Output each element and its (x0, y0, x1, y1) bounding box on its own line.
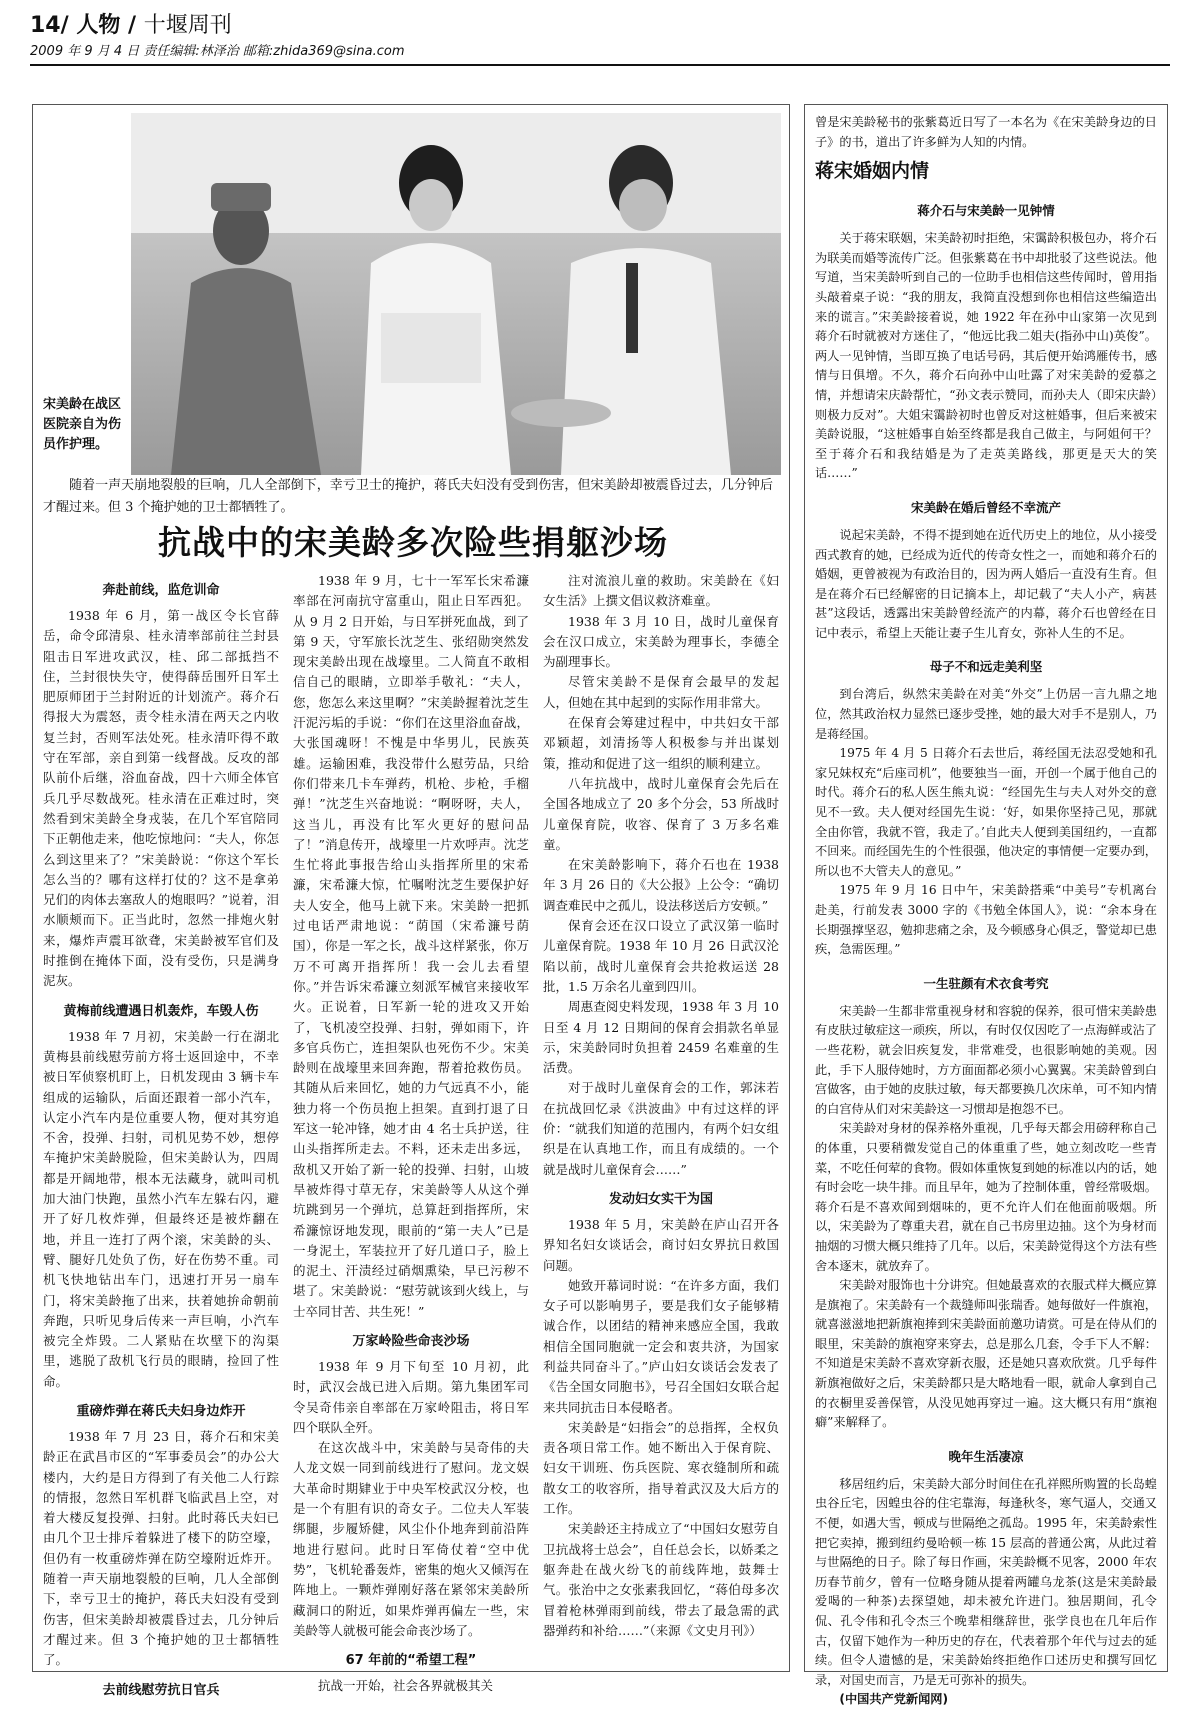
article-paragraph: 抗战一开始，社会各界就极其关 (318, 1678, 494, 1694)
section-subheading: 一生驻颜有术衣食考究 (923, 975, 1049, 991)
section-subheading: 蒋介石与宋美龄一见钟情 (917, 203, 1055, 219)
main-article-frame (32, 104, 790, 1698)
section-subheading: 黄梅前线遭遇日机轰炸，车毁人伤 (63, 1003, 259, 1019)
section-subheading: 67 年前的“希望工程” (345, 1653, 477, 1669)
article-paragraph: 对于战时儿童保育会的工作，郭沫若在抗战回忆录《洪波曲》中有过这样的评价：“就我们知道的范围内，有两个妇女组织是在认真地工作，而且有成绩的。一个就是战时儿童保育会……” (543, 1080, 779, 1177)
article-columns (43, 571, 779, 1698)
sidebar-heading: 蒋宋婚姻内情 (815, 160, 930, 183)
article-paragraph: 1938 年 7 月 23 日，蒋介石和宋美龄正在武昌市区的“军事委员会”的办公大楼内，大约是日方得到了有关他二人行踪的情报，忽然日军机群飞临武昌上空，对着大楼反复投弹、扫射。此时蒋氏夫妇已由几个卫士排斥着躲进了楼下的防空壕，但仍有一枚重磅炸弹在防空壕附近炸开。随着一声天崩地裂般的巨响，几人全部倒下，幸亏卫士的掩护，蒋氏夫妇没有受到伤害，但宋美龄却被震昏过去，几分钟后才醒过来。但 3 个掩护她的卫士都牺牲了。 (43, 1428, 279, 1668)
article-paragraph: 八年抗战中，战时儿童保育会先后在全国各地成立了 20 多个分会，53 所战时儿童保育院，收容、保育了 3 万多名难童。 (543, 775, 779, 852)
sidebar-intro: 曾是宋美龄秘书的张紫葛近日写了一本名为《在宋美龄身边的日子》的书，道出了许多鲜为人知的内情。 (815, 115, 1157, 149)
article-paragraph: 注对流浪儿童的救助。宋美龄在《妇女生活》上撰文倡议救济难童。 (543, 573, 779, 609)
article-paragraph: 尽管宋美龄不是保育会最早的发起人，但她在其中起到的实际作用非常大。 (543, 674, 779, 710)
article-paragraph: 1975 年 9 月 16 日中午，宋美龄搭乘“中美号”专机离台赴美，行前发表 3000 字的《书勉全体国人》，说：“余本身在长期强撑坚忍，勉抑悲痛之余，及今顿感身心俱乏，警觉却已患疾，急需医理。” (815, 883, 1157, 957)
article-headline: 抗战中的宋美龄多次险些捐躯沙场 (158, 523, 668, 562)
publication-name: 十堰周刊 (143, 13, 232, 38)
sidebar-source: (中国共产党新闻网) (839, 1692, 949, 1707)
article-paragraph: 1938 年 7 月初，宋美龄一行在湖北黄梅县前线慰劳前方将士返回途中，不幸被日军侦察机盯上，日机发现由 3 辆卡车组成的运输队，后面还跟着一部小汽车，认定小汽车内是位重要人物，便对其穷追不舍，投弹、扫射，司机见势不妙，想停车掩护宋美龄脱险，但宋美龄认为，四周都是开阔地带，根本无法藏身，就叫司机加大油门快跑，虽然小汽车左躲右闪，避开了好几枚炸弹，但最终还是被炸翻在地，并且一连打了两个滚，宋美龄的头、臂、腿好几处负了伤，好在伤势不重。司机飞快地钻出车门，迅速打开另一扇车门，将宋美龄拖了出来，扶着她拚命朝前奔跑，只听见身后传来一声巨响，小汽车被完全炸毁。二人紧贴在坎壁下的沟渠里，逃脱了敌机飞行员的眼睛，捡回了性命。 (43, 1028, 279, 1389)
photo-caption: 宋美龄在战区医院亲自为伤员作护理。 (43, 397, 122, 452)
article-paragraph: 宋美龄对服饰也十分讲究。但她最喜欢的衣服式样大概应算是旗袍了。宋美龄有一个裁缝师叫张瑞香。她每做好一件旗袍，就喜滋滋地把新旗袍捧到宋美龄面前邀功请赏。可是在侍从们的眼里，宋美龄的旗袍穿来穿去，总是那么几套，令手下人不解：不知道是宋美龄不喜欢穿新衣服，还是她只喜欢欣赏。几乎每件新旗袍做好之后，宋美龄都只是大略地看一眼，就命人拿到自己的衣橱里妥善保管，从没见她再穿过一遍。这大概只有用“旗袍癖”来解释了。 (815, 1278, 1157, 1430)
article-column-2 (293, 571, 529, 1694)
article-column-3 (543, 571, 779, 1667)
section-subheading: 万家岭险些命丧沙场 (352, 1333, 470, 1349)
article-paragraph: 1938 年 3 月 10 日，战时儿童保育会在汉口成立，宋美龄为理事长，李德全为副理事长。 (543, 613, 779, 670)
sidebar-article (804, 104, 1168, 1707)
article-paragraph: 关于蒋宋联姻，宋美龄初时拒绝，宋霭龄积极包办，将介石为联美而婚等流传广泛。但张紫葛在书中却批驳了这些说法。他写道，当宋美龄听到自己的一位助手也相信这些传闻时，曾用指头敲着桌子说：“我的朋友，我简直没想到你也相信这些编造出来的谎言。”宋美龄接着说，她 1922 年在孙中山家第一次见到蒋介石时就被对方迷住了，“他远比我二姐夫(指孙中山)英俊”。两人一见钟情，当即互换了电话号码，其后便开始鸿雁传书，感情与日俱增。不久，蒋介石向孙中山吐露了对宋美龄的爱慕之情，并想请宋庆龄帮忙，“孙文表示赞同，而孙夫人（即宋庆龄）则极力反对”。大姐宋霭龄初时也曾反对这桩婚事，但后来被宋美龄说服，“这桩婚事自始至终都是我自己做主，与阿姐何干？至于蒋介石和我结婚是为了走英美路线，那更是天大的笑话……” (815, 231, 1157, 481)
issue-line: 2009 年 9 月 4 日 责任编辑:林泽治 邮箱:zhida369@sina.com (30, 44, 405, 59)
article-paragraph: 1938 年 9 月，七十一军军长宋希濂率部在河南抗守富重山，阻止日军西犯。从 9 月 2 日开始，与日军拼死血战，到了第 9 天，守军旅长沈芝生、张绍勋突然发现宋美龄出现在战壕里。二人简直不敢相信自己的眼睛，立即举手敬礼：“夫人，您，您怎么来这里啊？”宋美龄握着沈芝生汗泥污垢的手说：“你们在这里浴血奋战，大张国魂呀！不愧是中华男儿，民族英雄。运输困难，我没带什么慰劳品，只给你们带来几卡车弹药，机枪、步枪，手榴弹！”沈芝生兴奋地说：“啊呀呀，夫人，这当儿，再没有比军火更好的慰问品了！”消息传开，战壕里一片欢呼声。沈芝生忙将此事报告给山头指挥所里的宋希濂，宋希濂大惊，忙嘱咐沈芝生要保护好夫人安全，他马上就下来。宋美龄一把抓过电话严肃地说：“荫国（宋希濂号荫国），你是一军之长，战斗这样紧张，你万万不可离开指挥所！我一会儿去看望你。”并告诉宋希濂立刻派军械官来接收军火。正说着，日军新一轮的进攻又开始了，飞机凌空投弹、扫射，弹如雨下，许多官兵伤亡，连担架队也死伤不少。宋美龄则在战壕里来回奔跑，帮着抢救伤员。其随从后来回忆，她的力气远真不小，能独力将一个伤员抱上担架。直到打退了日军这一轮冲锋，她才由 4 名士兵护送，往山头指挥所走去。不料，还未走出多远，敌机又开始了新一轮的投弹、扫射，山坡旱被炸得寸草无存，宋美龄等人从这个弹坑跳到另一个弹坑，总算赶到指挥所，宋希濂惊讶地发现，眼前的“第一夫人”已是一身泥土，军装拉开了好几道口子，脸上的泥土、汗渍经过硝烟熏染，早已污秽不堪了。宋美龄说：“慰劳就该到火线上，与士卒同甘苦、共生死！” (293, 573, 529, 1319)
article-paragraph: 在宋美龄影响下，蒋介石也在 1938 年 3 月 26 日的《大公报》上公令：“确切调查难民中之孤儿，设法移送后方安顿。” (543, 857, 779, 913)
page-number: 14 (30, 13, 61, 38)
article-lead: 随着一声天崩地裂般的巨响，几人全部倒下，幸亏卫士的掩护，蒋氏夫妇没有受到伤害，但宋美龄却被震昏过去，几分钟后才醒过来。但 3 个掩护她的卫士都牺牲了。 (43, 478, 773, 515)
sidebar-body (815, 201, 1157, 1690)
section-subheading: 宋美龄在婚后曾经不幸流产 (910, 499, 1061, 515)
masthead (30, 8, 1170, 72)
article-paragraph: 宋美龄对身材的保养格外重视，几乎每天都会用磅秤称自己的体重，只要稍微发觉自己的体重重了些，她立刻改吃一些青菜，不吃任何荤的食物。假如体重恢复到她的标准以内的话，她有时会吃一块牛排。而且早年，她为了控制体重，曾经常吸烟。蒋介石是不喜欢闻到烟味的，更不允许人们在他面前吸烟。所以，宋美龄为了尊重夫君，就在自己书房里边抽。这个为身材而抽烟的习惯大概只维持了几年。以后，宋美龄觉得这个方法有些舍本逐末，就放弃了。 (815, 1121, 1157, 1273)
article-paragraph: 她致开幕词时说：“在许多方面，我们女子可以影响男子，要是我们女子能够精诚合作，以团结的精神来感应全国，我敢相信全国同胞就一定会和衷共济，为国家利益共同奋斗了。”庐山妇女谈话会发表了《告全国女同胞书》，号召全国妇女联合起来共同抗击日本侵略者。 (543, 1277, 779, 1415)
section-subheading: 去前线慰劳抗日官兵 (102, 1682, 220, 1698)
article-paragraph: 保育会还在汉口设立了武汉第一临时儿童保育院。1938 年 10 月 26 日武汉沦陷以前，战时儿童保育会共抢救运送 28 批，1.5 万余名儿童到四川。 (543, 918, 779, 994)
section-name: 人物 (76, 13, 121, 38)
page-title: 14/ 人物 / 十堰周刊 (30, 13, 232, 38)
section-subheading: 母子不和远走美利坚 (929, 659, 1043, 675)
section-subheading: 重磅炸弹在蒋氏夫妇身边炸开 (76, 1403, 246, 1419)
article-paragraph: 宋美龄一生都非常重视身材和容貌的保养，很可惜宋美龄患有皮肤过敏症这一顽疾，所以，有时仅仅因吃了一点海鲜或沾了一些花粉，就会旧疾复发，非常难受，也很影响她的美观。因此，手下人服侍她时，方方面面都必须小心翼翼。宋美龄曾到白宫做客，由于她的皮肤过敏，每天都要换几次床单，可不知内情的白宫侍从们对宋美龄这一习惯却是抱怨不已。 (815, 1003, 1157, 1116)
article-paragraph: 1938 年 6 月，第一战区令长官薛岳，命令邱清泉、桂永清率部前往兰封县阻击日军进攻武汉，桂、邱二部抵挡不住，兰封很快失守，使得薛岳围歼日军土肥原师团于兰封附近的计划流产。蒋介石得报大为震怒，责令桂永清在两天之内收复兰封，否则军法处死。桂永清吓得不敢守在军部，亲自到第一线督战。反攻的部队前仆后继，浴血奋战，四十六师全体官兵几乎尽数战死。桂永清在正难过时，突然看到宋美龄全身戎装，在几个军官陪同下正朝他走来，他吃惊地问：“夫人，你怎么到这里来了？”宋美龄说：“你这个军长怎么当的？哪有这样打仗的？这不是拿弟兄们的肉体去塞敌人的炮眼吗？”说着，泪水顺颊而下。正当此时，忽然一排炮火射来，爆炸声震耳欲聋，宋美龄被军官们及时推倒在掩体下面，没有受伤，只是满身泥灰。 (43, 608, 279, 989)
article-paragraph: 1938 年 5 月，宋美龄在庐山召开各界知名妇女谈话会，商讨妇女界抗日救国问题。 (543, 1216, 779, 1273)
article-paragraph: 宋美龄还主持成立了“中国妇女慰劳自卫抗战将士总会”，自任总会长，以娇柔之躯奔赴在战火纷飞的前线阵地，鼓舞士气。张治中之女张素我回忆，“蒋伯母多次冒着枪林弹雨到前线，带去了最急需的武器弹药和补给……”（来源《文史月刊》） (543, 1521, 779, 1638)
section-subheading: 晚年生活凄凉 (948, 1448, 1024, 1464)
article-paragraph: 到台湾后，纵然宋美龄在对美“外交”上仍居一言九鼎之地位，然其政治权力显然已逐步受挫，她的最大对手不是别人，乃是蒋经国。 (815, 687, 1157, 741)
article-column-1 (43, 571, 279, 1698)
section-subheading: 奔赴前线，监危训命 (102, 583, 220, 598)
article-paragraph: 1938 年 9 月下旬至 10 月初，此时，武汉会战已进入后期。第九集团军司令吴奇伟亲自率部在万家岭阻击，将日军四个联队全歼。 (293, 1358, 529, 1435)
article-photo (131, 113, 781, 475)
article-paragraph: 周惠查阅史料发现，1938 年 3 月 10 日至 4 月 12 日期间的保育会捐款名单显示，宋美龄同时负担着 2459 名难童的生活费。 (543, 999, 779, 1076)
article-paragraph: 宋美龄是“妇指会”的总指挥，全权负责各项日常工作。她不断出入于保育院、妇女干训班、伤兵医院、寒衣缝制所和疏散女工的收容所，指导着武汉及大后方的工作。 (543, 1419, 779, 1517)
masthead-rule (30, 64, 1170, 66)
article-paragraph: 在保育会筹建过程中，中共妇女干部邓颖超，刘清扬等人积极参与并出谋划策，推动和促进了这一组织的顺利建立。 (543, 715, 779, 771)
photo-illustration (131, 113, 781, 475)
section-subheading: 发动妇女实干为国 (608, 1191, 713, 1207)
article-paragraph: 1975 年 4 月 5 日蒋介石去世后，蒋经国无法忍受她和孔家兄妹权充“后座司机”，他要独当一面，开创一个属于他自己的时代。蒋介石的私人医生熊丸说：“经国先生与夫人对外交的意见不一致。夫人便对经国先生说：‘好，如果你坚持己见，那就全由你管，我就不管，我走了。’自此夫人便到美国纽约，一直都不回来。而经国先生的个性很强，他决定的事情便一定要办到，所以也不大管夫人的意见。” (815, 746, 1157, 878)
article-paragraph: 说起宋美龄，不得不提到她在近代历史上的地位，从小接受西式教育的她，已经成为近代的传奇女性之一，而她和蒋介石的婚姻，更曾被视为有政治目的，因为两人婚后一直没有生育。但是在蒋介石已经解密的日记摘本上，却记载了“夫人小产，病甚甚”这段话，透露出宋美龄曾经流产的内幕，蒋介石也曾经在日记中表示，希望上天能让妻子生儿育女，弥补人生的不足。 (815, 527, 1157, 640)
article-paragraph: 移居纽约后，宋美龄大部分时间住在孔祥熙所购置的长岛蝗虫谷丘宅，因蝗虫谷的住宅靠海，每逢秋冬，寒气逼人，交通又不便，如遇大雪，顿成与世隔绝之孤岛。1995 年，宋美龄索性把它卖掉，搬到纽约曼哈顿一栋 15 层高的普通公寓，从此过着与世隔绝的日子。除了每日作画，宋美龄概不见客，2000 年农历春节前夕，曾有一位略身随从提着两罐乌龙茶(这是宋美龄最爱喝的一种茶)去探望她，却未被允许进门。独居期间，孔令侃、孔令伟和孔令杰三个晚辈相继辞世，张学良也在几年后作古，仅留下她作为一种历史的存在，代表着那个年代与过去的延续。但令人遗憾的是，宋美龄始终拒绝作口述历史和撰写回忆录，对国史而言，乃是无可弥补的损失。 (815, 1476, 1157, 1687)
article-paragraph: 在这次战斗中，宋美龄与吴奇伟的夫人龙文娱一同到前线进行了慰问。龙文娱大革命时期肄业于中央军校武汉分校，也是一个有胆有识的奇女子。二位夫人军装绑腿，步履矫健，风尘仆仆地奔到前沿阵地进行慰问。此时日军倚仗着“空中优势”，飞机轮番轰炸，密集的炮火又倾泻在阵地上。一颗炸弹刚好落在紧邻宋美龄所藏洞口的附近，如果炸弹再偏左一些，宋美龄等人就极可能会命丧沙场了。 (293, 1440, 529, 1638)
